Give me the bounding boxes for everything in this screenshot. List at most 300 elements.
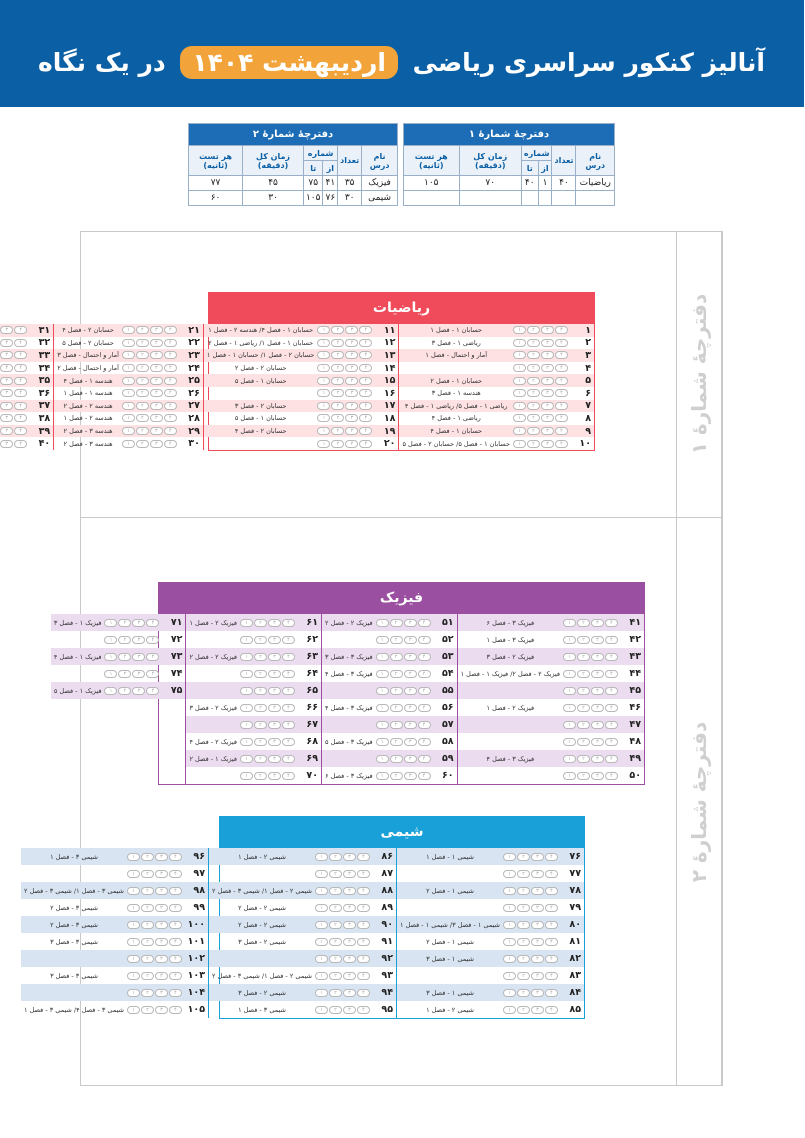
question-number: ۹۸ <box>194 885 206 896</box>
question-row <box>205 412 400 425</box>
question-number: ۶۷ <box>307 719 320 730</box>
answer-bubbles <box>0 414 28 422</box>
question-row <box>323 665 458 682</box>
question-number: ۹۲ <box>382 953 394 964</box>
answer-bubble: ۳ <box>532 887 545 895</box>
question-topic: فیزیک ۲ - فصل ۲/ فیزیک ۱ - فصل ۱ <box>461 669 561 678</box>
question-row <box>459 614 645 631</box>
answer-bubble: ۲ <box>119 670 132 678</box>
answer-bubble: ۱ <box>514 414 527 422</box>
cell-from: ۷۶ <box>324 191 339 206</box>
question-number: ۳۸ <box>39 412 52 424</box>
cell-from <box>539 191 553 206</box>
answer-bubble: ۱ <box>564 772 577 780</box>
answer-bubbles <box>504 870 559 878</box>
answer-bubble: ۴ <box>165 402 178 410</box>
answer-bubble: ۳ <box>592 738 605 746</box>
answer-bubble: ۳ <box>405 619 418 627</box>
answer-bubble: ۴ <box>556 326 569 334</box>
answer-bubbles <box>377 755 432 763</box>
answer-bubble: ۳ <box>532 989 545 997</box>
answer-bubble: ۲ <box>528 364 541 372</box>
answer-bubble: ۱ <box>377 772 390 780</box>
question-row <box>22 899 209 916</box>
question-number: ۶۸ <box>307 736 320 747</box>
question-number: ۸۳ <box>570 970 582 981</box>
question-column <box>52 614 187 784</box>
answer-bubbles <box>241 755 296 763</box>
answer-bubble: ۲ <box>578 619 591 627</box>
answer-bubble: ۱ <box>504 853 517 861</box>
answer-bubble: ۴ <box>358 921 371 929</box>
question-number: ۷۱ <box>171 617 184 628</box>
answer-bubble: ۳ <box>542 377 555 385</box>
answer-bubble: ۴ <box>15 440 28 448</box>
question-topic: حسابان ۱ - فصل ۵/ حسابان ۲ - فصل ۵ <box>403 439 511 448</box>
answer-bubble: ۱ <box>318 339 331 347</box>
question-topic: حسابان ۲ - فصل ۴ <box>235 427 288 436</box>
question-number: ۶۳ <box>307 651 320 662</box>
answer-bubble: ۲ <box>391 619 404 627</box>
question-number: ۱۹ <box>384 425 397 437</box>
question-row <box>55 387 204 400</box>
answer-bubbles <box>123 351 178 359</box>
answer-bubble: ۲ <box>330 972 343 980</box>
answer-bubble: ۲ <box>330 938 343 946</box>
booklet2-h-number: شماره <box>304 146 338 161</box>
answer-bubble: ۲ <box>391 721 404 729</box>
answer-bubble: ۴ <box>165 427 178 435</box>
booklet1-row <box>405 176 616 191</box>
answer-bubble: ۳ <box>156 955 169 963</box>
answer-bubble: ۴ <box>556 440 569 448</box>
answer-bubble: ۳ <box>532 972 545 980</box>
cell-subject: فیزیک <box>363 176 399 191</box>
question-number: ۶۴ <box>307 668 320 679</box>
question-number: ۱۰۲ <box>188 953 206 964</box>
answer-bubble: ۱ <box>564 738 577 746</box>
booklet1-h-per-test: هر تست (ثانیه) <box>405 146 461 176</box>
answer-bubble: ۳ <box>542 389 555 397</box>
question-row <box>205 374 400 387</box>
answer-bubble: ۴ <box>546 921 559 929</box>
answer-bubble: ۳ <box>269 772 282 780</box>
question-row <box>323 631 458 648</box>
question-number: ۱۰۱ <box>188 936 206 947</box>
question-number: ۴۴ <box>630 668 642 679</box>
answer-bubble: ۳ <box>151 326 164 334</box>
answer-bubbles <box>123 402 178 410</box>
answer-bubble: ۳ <box>405 772 418 780</box>
question-topic: شیمی ۱ - فصل ۳ <box>427 988 475 997</box>
question-number: ۱۱ <box>384 324 397 336</box>
question-topic: شیمی ۳ - فصل ۱/ شیمی ۳ - فصل ۲ <box>25 886 125 895</box>
answer-bubble: ۱ <box>377 636 390 644</box>
question-number: ۸ <box>586 412 592 424</box>
answer-bubble: ۴ <box>546 972 559 980</box>
question-topic: هندسه ۳ - فصل ۲ <box>64 427 114 436</box>
answer-bubble: ۲ <box>137 339 150 347</box>
cell-subject: ریاضیات <box>577 176 616 191</box>
answer-bubble: ۲ <box>142 921 155 929</box>
answer-bubble: ۱ <box>564 670 577 678</box>
answer-bubbles <box>504 972 559 980</box>
answer-bubble: ۱ <box>514 377 527 385</box>
question-number: ۵۵ <box>442 685 455 696</box>
answer-bubble: ۱ <box>128 1006 141 1014</box>
answer-bubble: ۱ <box>241 755 254 763</box>
question-topic: ریاضی ۱ - فصل ۴ <box>432 414 482 423</box>
answer-bubble: ۲ <box>142 955 155 963</box>
answer-bubbles <box>318 440 373 448</box>
answer-bubble: ۱ <box>123 389 136 397</box>
answer-bubble: ۱ <box>504 938 517 946</box>
question-row <box>55 362 204 375</box>
question-row <box>400 324 595 337</box>
question-row <box>400 387 595 400</box>
answer-bubble: ۴ <box>606 772 619 780</box>
answer-bubble: ۴ <box>165 364 178 372</box>
question-column <box>22 848 209 1018</box>
answer-bubbles <box>377 687 432 695</box>
answer-bubble: ۱ <box>514 339 527 347</box>
answer-bubble: ۴ <box>606 721 619 729</box>
question-number: ۵۹ <box>442 753 455 764</box>
question-row <box>0 362 54 375</box>
answer-bubble: ۴ <box>283 619 296 627</box>
question-row <box>459 767 645 784</box>
answer-bubble: ۲ <box>518 989 531 997</box>
answer-bubble: ۴ <box>165 351 178 359</box>
cell-per-test: ۱۰۵ <box>405 176 461 191</box>
question-topic: فیزیک ۳ - فصل ۱ <box>487 635 536 644</box>
answer-bubbles <box>105 670 160 678</box>
answer-bubble: ۴ <box>419 738 432 746</box>
question-number: ۲ <box>586 337 592 349</box>
question-row <box>0 425 54 438</box>
question-row <box>187 614 322 631</box>
answer-bubble: ۲ <box>332 339 345 347</box>
answer-bubbles <box>123 427 178 435</box>
question-row <box>323 750 458 767</box>
answer-bubble: ۱ <box>241 687 254 695</box>
cell-per-test: ۶۰ <box>190 191 244 206</box>
question-row <box>205 400 400 413</box>
question-topic: شیمی ۳ - فصل ۲ <box>51 920 99 929</box>
question-row <box>187 682 322 699</box>
question-number: ۸۷ <box>382 868 394 879</box>
question-row <box>398 1001 585 1018</box>
answer-bubble: ۳ <box>542 402 555 410</box>
answer-bubble: ۳ <box>1 351 14 359</box>
question-row <box>52 682 187 699</box>
question-row <box>398 950 585 967</box>
question-number: ۲۸ <box>189 412 201 424</box>
answer-bubble: ۴ <box>419 670 432 678</box>
answer-bubble: ۱ <box>377 704 390 712</box>
answer-bubbles <box>123 339 178 347</box>
answer-bubble: ۳ <box>542 440 555 448</box>
answer-bubble: ۱ <box>504 887 517 895</box>
answer-bubble: ۲ <box>578 772 591 780</box>
answer-bubble: ۴ <box>419 772 432 780</box>
question-row <box>210 967 397 984</box>
answer-bubble: ۳ <box>1 377 14 385</box>
booklet1-caption: دفترچهٔ شمارهٔ ۱ <box>405 124 616 146</box>
answer-bubble: ۱ <box>564 704 577 712</box>
question-row <box>459 699 645 716</box>
question-row <box>22 984 209 1001</box>
question-topic: فیزیک ۳ - فصل ۳ <box>326 652 374 661</box>
answer-bubble: ۱ <box>564 755 577 763</box>
question-row <box>52 648 187 665</box>
question-row <box>210 865 397 882</box>
answer-bubble: ۲ <box>142 989 155 997</box>
answer-bubble: ۱ <box>316 887 329 895</box>
question-row <box>210 933 397 950</box>
answer-bubble: ۳ <box>344 1006 357 1014</box>
answer-bubble: ۲ <box>137 377 150 385</box>
question-row <box>205 349 400 362</box>
answer-bubble: ۱ <box>105 636 118 644</box>
question-topic: حسابان ۱ - فصل ۵ <box>235 414 288 423</box>
answer-bubbles <box>105 653 160 661</box>
answer-bubble: ۱ <box>564 653 577 661</box>
answer-bubble: ۳ <box>346 427 359 435</box>
answer-bubble: ۲ <box>391 670 404 678</box>
answer-bubble: ۲ <box>330 904 343 912</box>
answer-bubbles <box>504 938 559 946</box>
answer-bubble: ۱ <box>564 619 577 627</box>
question-topic: شیمی ۳ - فصل ۱ <box>239 1005 287 1014</box>
question-row <box>205 387 400 400</box>
answer-bubble: ۲ <box>255 619 268 627</box>
answer-bubble: ۴ <box>360 427 373 435</box>
booklet2-row <box>190 191 399 206</box>
question-topic: فیزیک ۳ - فصل ۶ <box>326 771 374 780</box>
answer-bubble: ۴ <box>165 389 178 397</box>
answer-bubble: ۱ <box>241 636 254 644</box>
answer-bubble: ۱ <box>316 870 329 878</box>
answer-bubble: ۲ <box>518 870 531 878</box>
answer-bubble: ۲ <box>119 619 132 627</box>
question-row <box>398 967 585 984</box>
answer-bubble: ۲ <box>528 339 541 347</box>
question-number: ۶۲ <box>307 634 320 645</box>
answer-bubble: ۱ <box>514 364 527 372</box>
answer-bubble: ۴ <box>419 755 432 763</box>
answer-bubble: ۳ <box>269 636 282 644</box>
answer-bubble: ۳ <box>344 921 357 929</box>
answer-bubbles <box>316 955 371 963</box>
answer-bubble: ۱ <box>128 870 141 878</box>
answer-bubble: ۴ <box>556 427 569 435</box>
question-row <box>459 716 645 733</box>
question-row <box>0 337 54 350</box>
answer-bubbles <box>318 351 373 359</box>
answer-bubble: ۳ <box>346 402 359 410</box>
answer-bubbles <box>504 887 559 895</box>
answer-bubble: ۲ <box>255 653 268 661</box>
question-column <box>397 848 585 1018</box>
answer-bubble: ۴ <box>360 440 373 448</box>
answer-bubble: ۳ <box>1 326 14 334</box>
question-topic: حسابان ۱ - فصل ۱ <box>431 326 484 335</box>
answer-bubble: ۱ <box>316 955 329 963</box>
answer-bubble: ۳ <box>269 670 282 678</box>
answer-bubble: ۳ <box>269 687 282 695</box>
answer-bubble: ۴ <box>358 972 371 980</box>
answer-bubble: ۲ <box>578 687 591 695</box>
booklet2-h-per-test: هر تست (ثانیه) <box>190 146 244 176</box>
answer-bubble: ۳ <box>151 414 164 422</box>
answer-bubble: ۳ <box>133 636 146 644</box>
answer-bubble: ۴ <box>556 364 569 372</box>
answer-bubble: ۳ <box>405 721 418 729</box>
answer-bubble: ۴ <box>358 955 371 963</box>
booklet1-side-label <box>677 231 723 517</box>
answer-bubble: ۴ <box>360 377 373 385</box>
question-topic: شیمی ۱ - فصل ۱ <box>427 852 475 861</box>
answer-bubbles <box>377 619 432 627</box>
answer-bubble: ۲ <box>528 326 541 334</box>
question-number: ۹۱ <box>382 936 394 947</box>
answer-bubble: ۳ <box>156 921 169 929</box>
section-divider <box>81 517 723 518</box>
answer-bubbles <box>0 377 28 385</box>
answer-bubbles <box>514 414 569 422</box>
question-row <box>22 882 209 899</box>
answer-bubble: ۳ <box>269 755 282 763</box>
answer-bubbles <box>318 364 373 372</box>
answer-bubble: ۳ <box>592 721 605 729</box>
answer-bubble: ۲ <box>332 377 345 385</box>
question-topic: فیزیک ۳ - فصل ۴ <box>326 703 374 712</box>
answer-bubble: ۱ <box>241 619 254 627</box>
question-number: ۶۹ <box>307 753 320 764</box>
answer-bubble: ۴ <box>283 704 296 712</box>
answer-bubble: ۲ <box>578 636 591 644</box>
cell-subject: شیمی <box>363 191 399 206</box>
answer-bubble: ۱ <box>377 721 390 729</box>
answer-bubbles <box>241 772 296 780</box>
question-topic: شیمی ۳ - فصل ۱ <box>51 852 99 861</box>
question-number: ۵۲ <box>442 634 455 645</box>
answer-bubble: ۲ <box>391 772 404 780</box>
answer-bubble: ۳ <box>592 619 605 627</box>
question-row <box>52 614 187 631</box>
question-topic: شیمی ۱ - فصل ۳/ شیمی ۱ - فصل ۱ <box>401 920 501 929</box>
question-number: ۳۹ <box>39 425 52 437</box>
booklet1-h-count: تعداد <box>553 146 577 176</box>
question-number: ۹۳ <box>382 970 394 981</box>
answer-bubbles <box>564 636 619 644</box>
question-topic: شیمی ۲ - فصل ۳ <box>239 937 287 946</box>
answer-bubble: ۴ <box>147 687 160 695</box>
answer-bubbles <box>514 402 569 410</box>
question-topic: آمار و احتمال - فصل ۲ <box>58 364 120 373</box>
answer-bubble: ۲ <box>518 887 531 895</box>
answer-bubble: ۴ <box>546 938 559 946</box>
answer-bubble: ۲ <box>391 653 404 661</box>
answer-bubble: ۱ <box>504 955 517 963</box>
question-topic: فیزیک ۲ - فصل ۲ <box>326 618 374 627</box>
answer-bubble: ۱ <box>514 440 527 448</box>
question-number: ۹۹ <box>194 902 206 913</box>
answer-bubble: ۲ <box>391 755 404 763</box>
answer-bubbles <box>514 326 569 334</box>
answer-bubble: ۱ <box>316 989 329 997</box>
answer-bubble: ۴ <box>15 364 28 372</box>
question-topic: فیزیک ۱ - فصل ۳ <box>54 618 103 627</box>
answer-bubble: ۳ <box>542 326 555 334</box>
question-number: ۱۷ <box>384 400 397 412</box>
answer-bubble: ۴ <box>606 738 619 746</box>
math-title: ریاضیات <box>210 293 595 324</box>
answer-bubble: ۱ <box>514 402 527 410</box>
question-topic: هندسه ۱ - فصل ۱ <box>64 389 114 398</box>
answer-bubble: ۳ <box>542 414 555 422</box>
question-row <box>459 733 645 750</box>
booklet1-side-text: دفترچهٔ شمارهٔ ۱ <box>688 293 712 455</box>
booklet2-side-label <box>677 517 723 1086</box>
answer-bubbles <box>128 955 183 963</box>
answer-bubble: ۳ <box>151 351 164 359</box>
question-row <box>400 337 595 350</box>
answer-bubble: ۴ <box>283 670 296 678</box>
answer-bubble: ۲ <box>142 887 155 895</box>
question-row <box>187 716 322 733</box>
answer-bubble: ۲ <box>119 636 132 644</box>
answer-bubbles <box>128 921 183 929</box>
answer-bubble: ۱ <box>123 339 136 347</box>
answer-bubble: ۱ <box>318 427 331 435</box>
question-topic: فیزیک ۲ - فصل ۳ <box>190 703 239 712</box>
physics-columns <box>54 614 645 784</box>
answer-bubble: ۱ <box>514 427 527 435</box>
answer-bubble: ۳ <box>1 339 14 347</box>
answer-bubbles <box>504 955 559 963</box>
question-number: ۸۱ <box>570 936 582 947</box>
answer-bubble: ۱ <box>105 670 118 678</box>
booklet2-h-subject: نام درس <box>363 146 399 176</box>
answer-bubbles <box>514 389 569 397</box>
question-topic: شیمی ۳ - فصل ۳ <box>51 937 99 946</box>
answer-bubble: ۱ <box>564 687 577 695</box>
answer-bubble: ۱ <box>123 414 136 422</box>
answer-bubble: ۱ <box>316 921 329 929</box>
answer-bubble: ۱ <box>316 972 329 980</box>
answer-bubble: ۳ <box>344 989 357 997</box>
question-number: ۱۰۴ <box>188 987 206 998</box>
answer-bubble: ۴ <box>283 721 296 729</box>
question-number: ۸۹ <box>382 902 394 913</box>
answer-bubbles <box>377 721 432 729</box>
question-topic: شیمی ۱ - فصل ۲ <box>427 886 475 895</box>
answer-bubble: ۲ <box>255 755 268 763</box>
question-topic: ریاضی ۱ - فصل ۵/ ریاضی ۱ - فصل ۴ <box>405 401 509 410</box>
question-topic: ریاضی ۱ - فصل ۳ <box>432 338 482 347</box>
answer-bubbles <box>564 670 619 678</box>
answer-bubble: ۳ <box>344 938 357 946</box>
question-row <box>210 899 397 916</box>
question-topic: فیزیک ۳ - فصل ۴ <box>487 754 536 763</box>
answer-bubble: ۳ <box>344 870 357 878</box>
cell-total-time: ۴۵ <box>244 176 305 191</box>
answer-bubble: ۴ <box>283 636 296 644</box>
question-number: ۷۹ <box>570 902 582 913</box>
question-topic: حسابان ۲ - فصل ۳ <box>235 401 288 410</box>
